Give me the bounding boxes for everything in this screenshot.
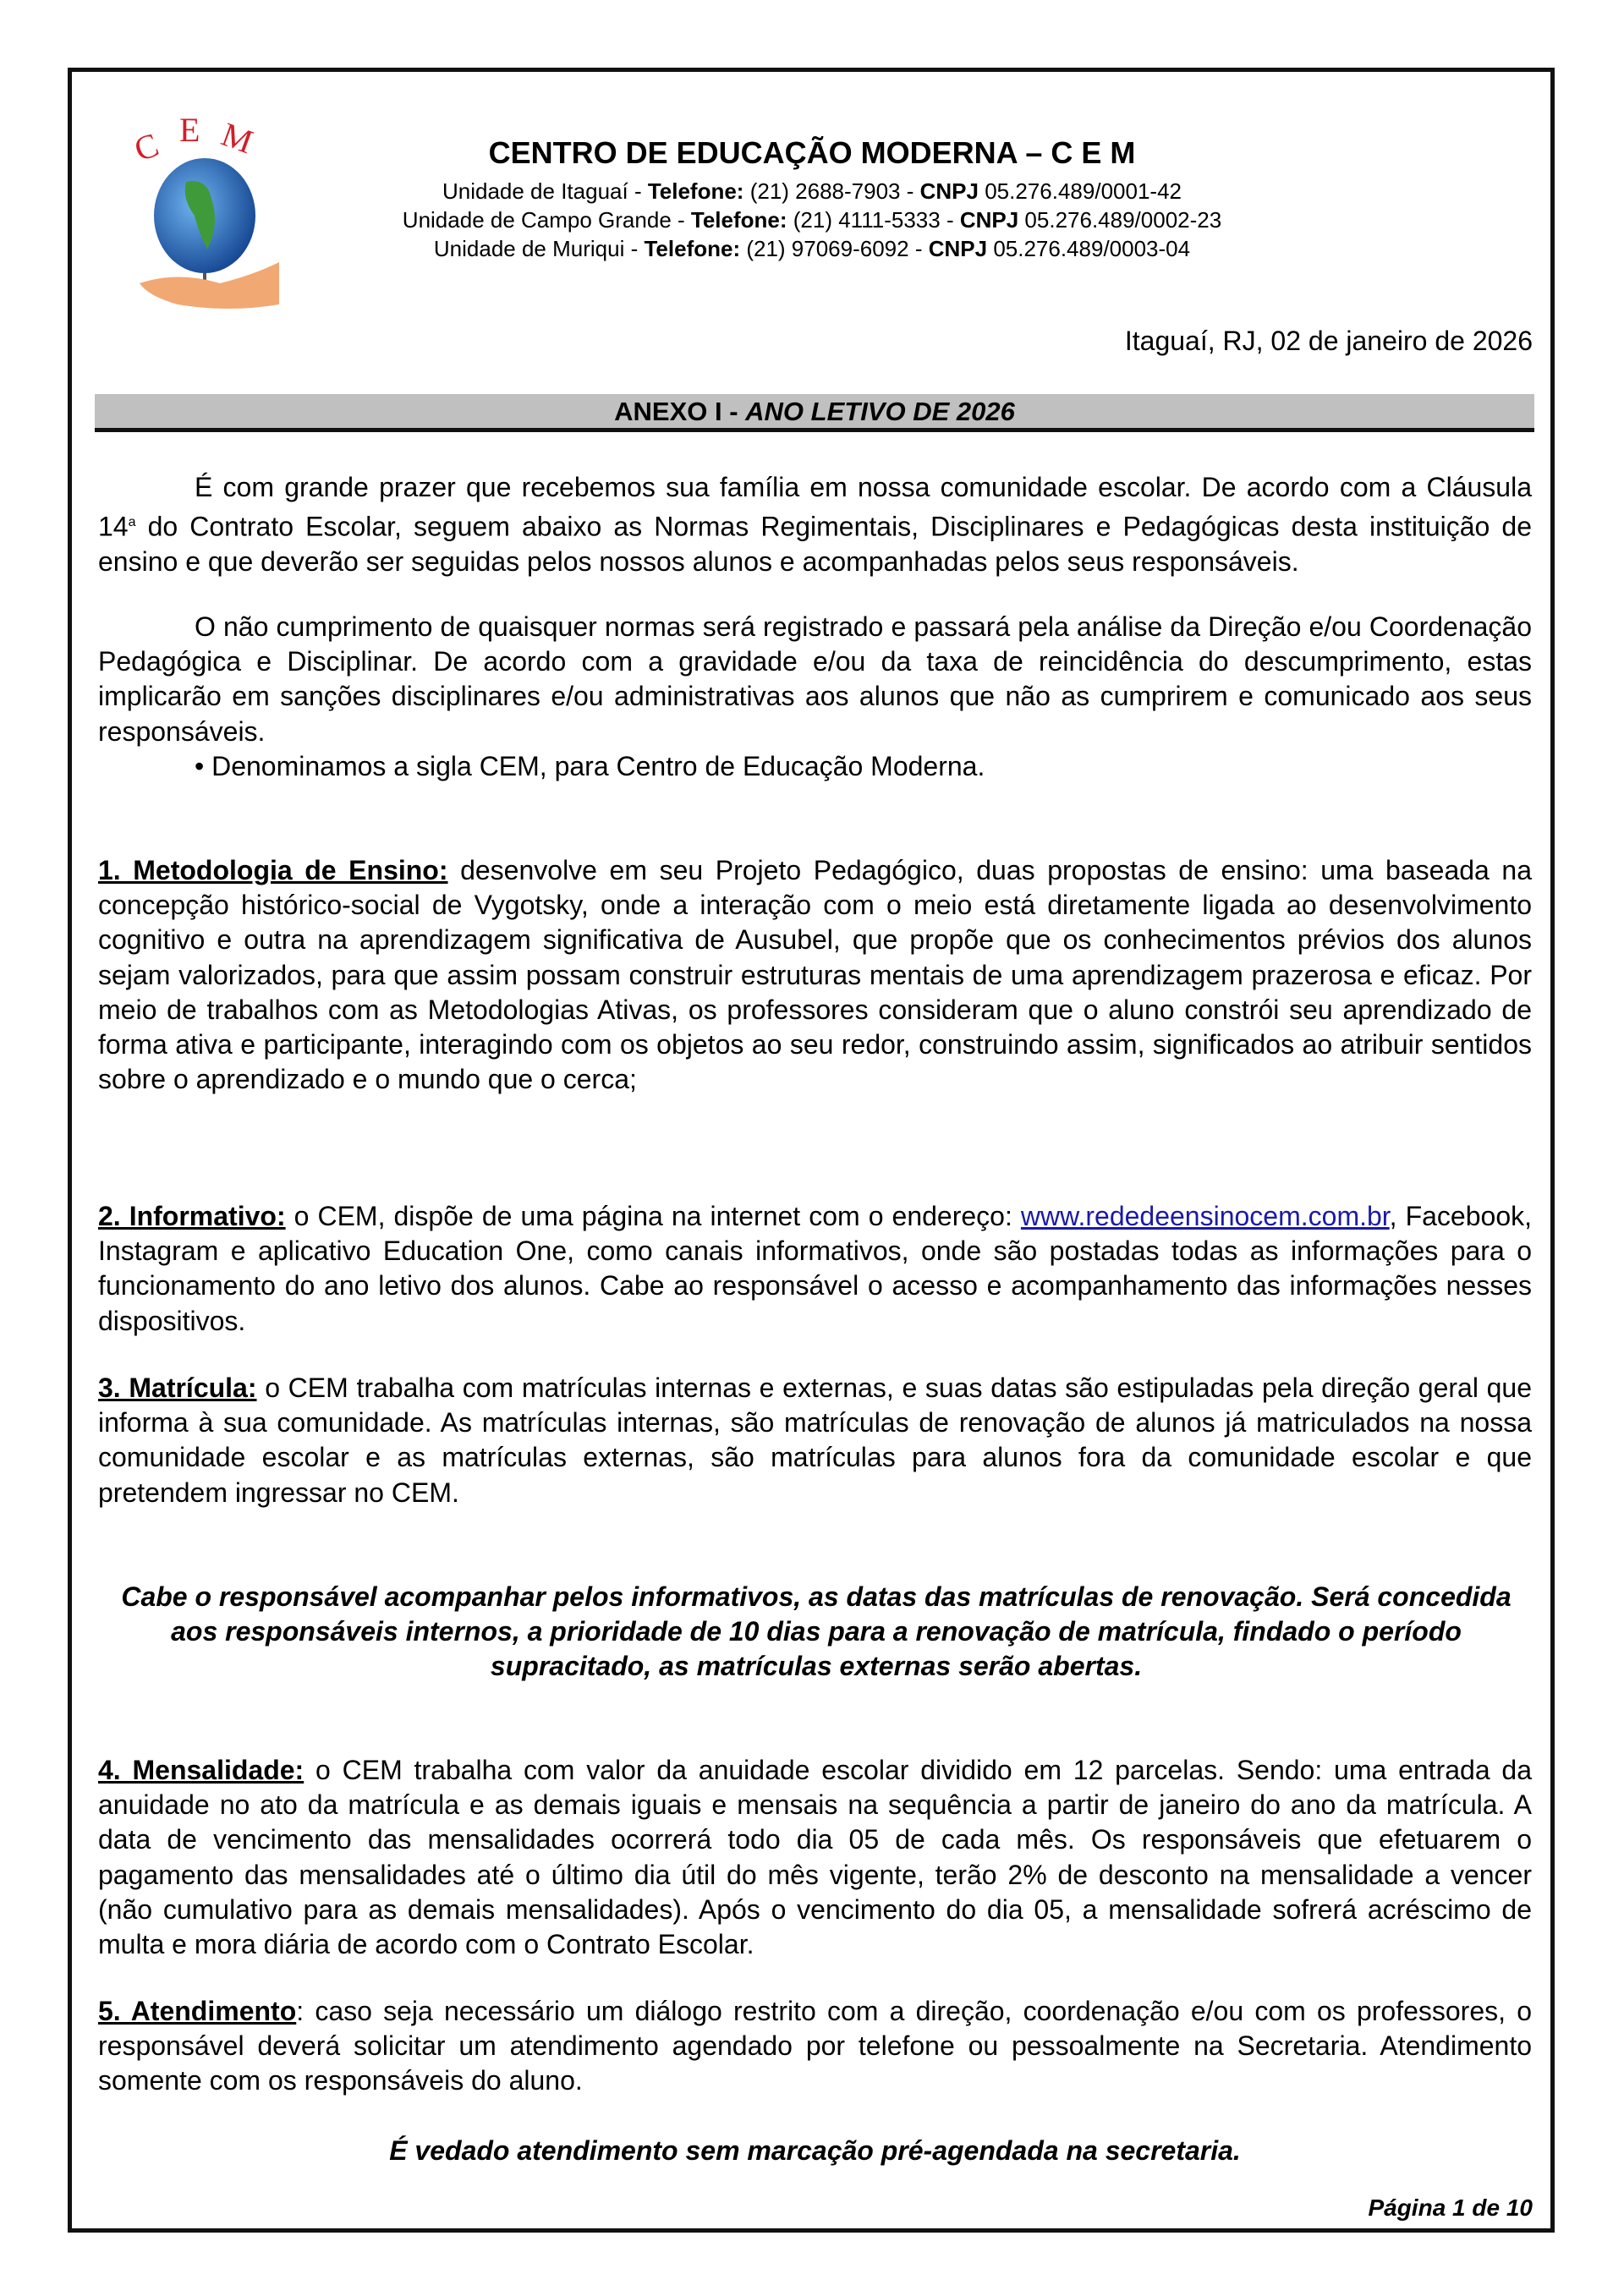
section-mensalidade: 4. Mensalidade: o CEM trabalha com valor da anuidade escolar dividido em 12 parcelas. Sendo: uma entrada da anuidade no ato da matrícula e as demais iguais e mensais na sequência a partir de janeiro do ano da matrícula. A data de vencimento das mensalidades ocorrerá todo dia 05 de cada mês. Os responsáveis que efetuarem o pagamento das mensalidades até o último dia útil do mês vigente, terão 2% de desconto na mensalidade a vencer (não cumulativo para as demais mensalidades). Após o vencimento do dia 05, a mensalidade sofrerá acréscimo de multa e mora diária de acordo com o Contrato Escolar. [98, 1755, 1533, 1960]
section-metodologia: 1. Metodologia de Ensino: desenvolve em seu Projeto Pedagógico, duas propostas de ensino: uma baseada na concepção histórico-social de Vygotsky, onde a interação com o meio está diretamente ligada ao desenvolvimento cognitivo e outra na aprendizagem significativa de Ausubel, que propõe que os conhecimentos prévios dos alunos sejam valorizados, para que assim possam construir estruturas mentais de uma aprendizagem prazerosa e eficaz. Por meio de trabalhos com as Metodologias Ativas, os professores consideram que o aluno constrói seu aprendizado de forma ativa e participante, interagindo com os objetos ao seu redor, construindo assim, significados ao atribuir sentidos sobre o aprendizado e o mundo que o cerca; [98, 855, 1533, 1095]
unit-campo-grande: Unidade de Campo Grande - Telefone: (21) 4111-5333 - CNPJ 05.276.489/0002-23 [402, 207, 1222, 233]
svg-text:M: M [217, 114, 258, 162]
unit-itaguai: Unidade de Itaguaí - Telefone: (21) 2688-7903 - CNPJ 05.276.489/0001-42 [442, 178, 1182, 204]
bullet-icon: • [195, 751, 212, 781]
annex-heading: ANEXO I - ANO LETIVO DE 2026 [95, 394, 1534, 432]
unit-muriqui: Unidade de Muriqui - Telefone: (21) 97069-6092 - CNPJ 05.276.489/0003-04 [433, 236, 1191, 261]
intro-paragraph-1: É com grande prazer que recebemos sua família em nossa comunidade escolar. De acordo com a Cláusula 14$^a$ do Contrato Escolar, seguem abaixo as Normas Regimentais, Disciplinares e Pedagógicas desta instituição de ensino e que deverão ser seguidas pelos nossos alunos e acompanhadas pelos seus responsáveis. [98, 472, 1532, 578]
attendance-notice: É vedado atendimento sem marcação pré-agendada na secretaria. [389, 2135, 1241, 2166]
school-title: CENTRO DE EDUCAÇÃO MODERNA – C E M [488, 135, 1136, 170]
intro-paragraph-2: O não cumprimento de quaisquer normas será registrado e passará pela análise da Direção e/ou Coordenação Pedagógica e Disciplinar. De acordo com a gravidade e/ou da taxa de reincidência do descumprimento, estas implicarão em sanções disciplinares e/ou administrativas aos alunos que não as cumprirem e comunicado aos seus responsáveis. [98, 611, 1532, 747]
svg-text:E: E [179, 114, 200, 149]
section-matricula: 3. Matrícula: o CEM trabalha com matrículas internas e externas, e suas datas são estipuladas pela direção geral que informa à sua comunidade. As matrículas internas, são matrículas de renovação de alunos já matriculados na nossa comunidade escolar e as matrículas externas, são matrículas para alunos fora da comunidade escolar e que pretendem ingressar no CEM. [98, 1373, 1533, 1508]
svg-text:C: C [129, 125, 164, 169]
section-atendimento: 5. Atendimento: caso seja necessário um diálogo restrito com a direção, coordenação e/ou com os professores, o responsável deverá solicitar um atendimento agendado por telefone ou pessoalmente na Secretaria. Atendimento somente com os responsáveis do aluno. [98, 1996, 1533, 2096]
section-informativo: 2. Informativo: o CEM, dispõe de uma página na internet com o endereço: www.rededeensinocem.com.br, Facebook, Instagram e aplicativo Education One, como canais informativos, onde são postadas todas as informações para o funcionamento do ano letivo dos alunos. Cabe ao responsável o acesso e acompanhamento das informações nesses dispositivos. [98, 1201, 1533, 1336]
cem-logo [127, 114, 283, 313]
document-date: Itaguaí, RJ, 02 de janeiro de 2026 [1124, 326, 1533, 356]
website-link[interactable]: www.rededeensinocem.com.br [1020, 1201, 1390, 1231]
page-number: Página 1 de 10 [1368, 2195, 1533, 2221]
enrollment-notice: Cabe o responsável acompanhar pelos informativos, as datas das matrículas de renovação. Será concedida aos responsáveis internos, a prioridade de 10 dias para a renovação de matrícula, findado o período supracitado, as matrículas externas serão abertas. [121, 1581, 1512, 1682]
intro-bullet: • Denominamos a sigla CEM, para Centro de Educação Moderna. [195, 751, 985, 781]
